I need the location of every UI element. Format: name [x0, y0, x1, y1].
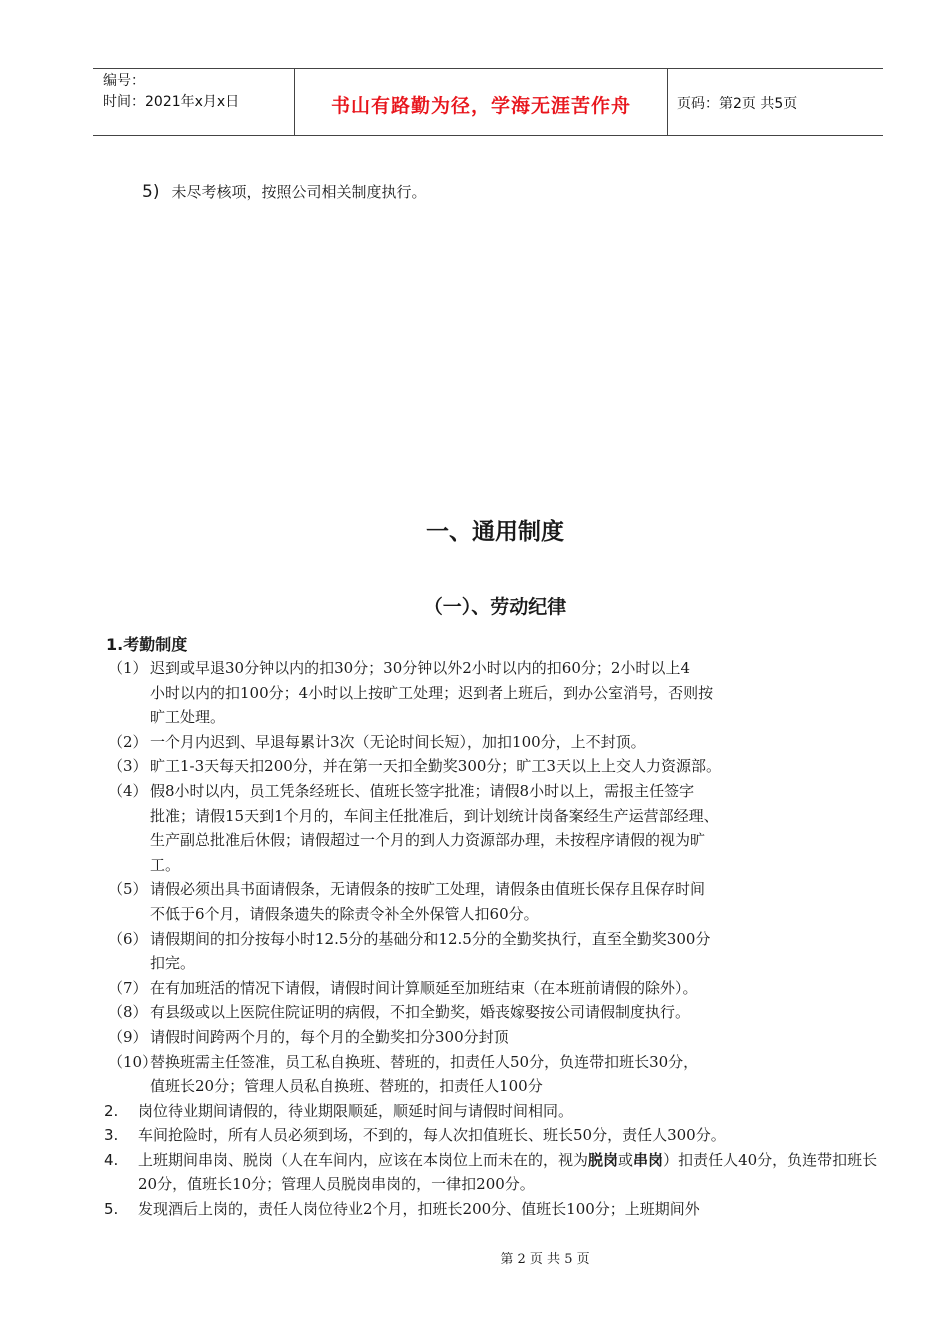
- page-footer: 第 2 页 共 5 页: [500, 1252, 590, 1267]
- header-page-label: 页码：第2页 共5页: [677, 96, 798, 112]
- list-text-line: 岗位待业期间请假的，待业期限顺延，顺延时间与请假时间相同。: [138, 1101, 574, 1120]
- list-text-line: 任人40分，负连带扣班长20分，值班长10分；管理人员脱岗串岗的，一律扣200分。: [138, 1150, 878, 1194]
- list-text-line: 值班长20分；管理人员私自换班、替班的，扣责任人100分: [150, 1077, 543, 1096]
- list-item: [104, 1025, 894, 1050]
- list-text-line: 小时以内的扣100分；4小时以上按旷工处理；迟到者上班后，到办公室消号，否则按: [150, 683, 714, 702]
- list-text-line: 不低于6个月，请假条遗失的除责令补全外保管人扣60分。: [150, 904, 539, 923]
- text-run: 或: [618, 1150, 634, 1169]
- list-number: 5.: [104, 1200, 119, 1219]
- list-text-line: 请假必须出具书面请假条，无请假条的按旷工处理，请假条由值班长保存且保存时间: [150, 880, 706, 899]
- section-title: 一、通用制度: [426, 519, 564, 545]
- header-divider: [667, 69, 668, 136]
- list-number: 5): [142, 182, 160, 202]
- list-item: [104, 1148, 894, 1197]
- list-item: [104, 779, 894, 877]
- list-number: （3）: [108, 757, 148, 776]
- section-heading: 1.考勤制度: [106, 635, 188, 654]
- list-item: [104, 976, 894, 1001]
- list-item: [104, 730, 894, 755]
- header-meta: [103, 71, 239, 113]
- top-list-item: [142, 181, 426, 202]
- emphasis-text: 脱岗: [588, 1150, 619, 1169]
- numbered-list: [104, 1099, 894, 1222]
- list-number: （10）: [108, 1052, 158, 1071]
- list-text-line: 假8小时以内，员工凭条经班长、值班长签字批准；请假8小时以上，需报主任签字: [150, 781, 695, 800]
- time-label: 时间：2021年x月x日: [103, 94, 240, 110]
- list-text-line: 旷工处理。: [150, 708, 226, 727]
- list-number: （2）: [108, 732, 148, 751]
- emphasis-text: 串岗: [633, 1150, 664, 1169]
- section-subtitle: （一）、劳动纪律: [423, 596, 567, 618]
- text-run: 上班期间串岗、脱岗（人在车间内，应该在本岗位上而未在的，视为: [138, 1150, 589, 1169]
- text-run: ）扣责: [663, 1150, 709, 1169]
- list-number: （9）: [108, 1027, 148, 1046]
- paragraph-list: [104, 656, 894, 1099]
- list-item: [104, 1123, 894, 1148]
- list-number: 4.: [104, 1150, 119, 1169]
- list-item: [104, 1197, 894, 1222]
- list-text: 未尽考核项，按照公司相关制度执行。: [171, 183, 427, 201]
- list-text-line: 请假时间跨两个月的，每个月的全勤奖扣分300分封顶: [150, 1027, 509, 1046]
- list-item: [104, 754, 894, 779]
- list-item: [104, 1099, 894, 1124]
- list-text-line: 批准；请假15天到1个月的，车间主任批准后，到计划统计岗备案经生产运营部经理、: [150, 806, 719, 825]
- list-text-line: 发现酒后上岗的，责任人岗位待业2个月，扣班长200分、值班长100分；上班期间外: [138, 1200, 700, 1219]
- list-number: （5）: [108, 880, 148, 899]
- list-text-line: 旷工1-3天每天扣200分，并在第一天扣全勤奖300分；旷工3天以上上交人力资源部。: [150, 757, 721, 776]
- document-body: [104, 656, 894, 1222]
- list-text-line: 工。: [150, 855, 181, 874]
- list-text-line: 替换班需主任签准，员工私自换班、替班的，扣责任人50分，负连带扣班长30分，: [150, 1052, 699, 1071]
- list-number: （1）: [108, 659, 148, 677]
- number-label: 编号：: [103, 73, 145, 89]
- list-text-line: 一个月内迟到、早退每累计3次（无论时间长短），加扣100分，上不封顶。: [150, 732, 646, 751]
- list-number: 3.: [104, 1126, 119, 1145]
- list-text-line: 请假期间的扣分按每小时12.5分的基础分和12.5分的全勤奖执行，直至全勤奖300分: [150, 929, 711, 948]
- list-number: （7）: [108, 978, 148, 997]
- list-item: [104, 656, 894, 730]
- page-header: [93, 68, 883, 136]
- list-text-line: 迟到或早退30分钟以内的扣30分；30分钟以外2小时以内的扣60分；2小时以上4: [150, 659, 690, 677]
- list-text-line: 扣完。: [150, 954, 196, 973]
- list-text-line: 有县级或以上医院住院证明的病假，不扣全勤奖，婚丧嫁娶按公司请假制度执行。: [150, 1003, 691, 1022]
- list-number: 2.: [104, 1101, 119, 1120]
- list-item: [104, 927, 894, 976]
- list-text-line: 车间抢险时，所有人员必须到场，不到的，每人次扣值班长、班长50分，责任人300分。: [138, 1126, 726, 1145]
- list-item: [104, 1000, 894, 1025]
- list-number: （8）: [108, 1003, 148, 1022]
- list-number: （4）: [108, 781, 148, 800]
- header-motto: 书山有路勤为径，学海无涯苦作舟: [330, 95, 631, 117]
- list-text-line: 在有加班活的情况下请假，请假时间计算顺延至加班结束（在本班前请假的除外）。: [150, 978, 698, 997]
- list-number: （6）: [108, 929, 148, 948]
- list-text-line: [138, 1151, 708, 1169]
- list-text-line: 生产副总批准后休假；请假超过一个月的到人力资源部办理，未按程序请假的视为旷: [150, 831, 706, 850]
- list-item: [104, 1050, 894, 1099]
- list-item: [104, 877, 894, 926]
